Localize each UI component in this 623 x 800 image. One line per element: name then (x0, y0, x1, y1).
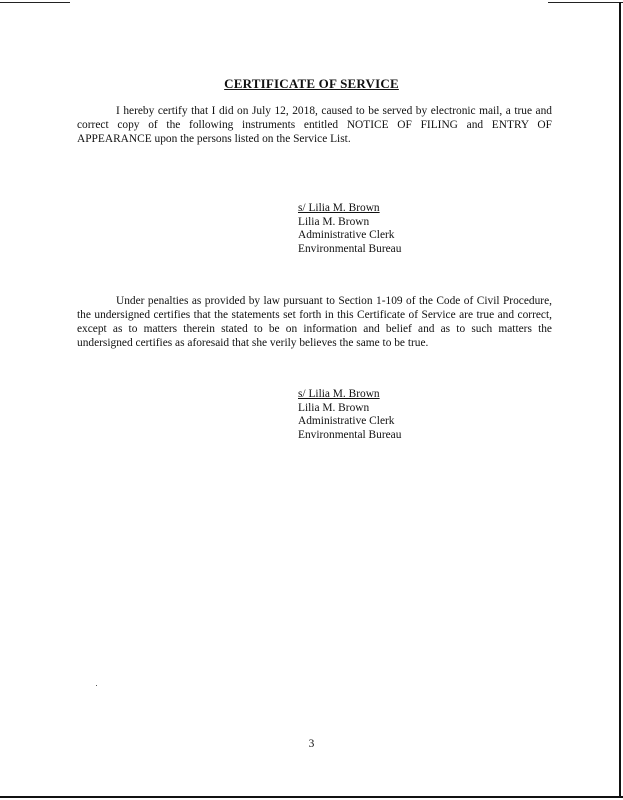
signer-position: Administrative Clerk (298, 415, 395, 427)
scan-speck (96, 685, 97, 686)
signer-position: Administrative Clerk (298, 229, 395, 241)
signer-name: Lilia M. Brown (298, 215, 370, 228)
scan-border-top-right (548, 2, 623, 3)
signer-bureau: Environmental Bureau (298, 428, 402, 441)
certification-paragraph: I hereby certify that I did on July 12, 2018, caused to be served by electronic mail, a true and correct copy of the following instruments entitled NOTICE OF FILING and ENTRY OF APPEARANCE upon the persons listed on the Service List. (77, 105, 552, 145)
page-number: 3 (308, 738, 315, 750)
signature-line: s/ Lilia M. Brown (298, 202, 380, 214)
signer-name: Lilia M. Brown (298, 401, 370, 414)
signature-block-1 (298, 202, 401, 256)
scan-border-bottom (0, 796, 623, 798)
document-title: CERTIFICATE OF SERVICE (224, 76, 399, 91)
signature-block-2 (298, 388, 401, 442)
scan-border-top-left (0, 2, 70, 3)
penalty-paragraph: Under penalties as provided by law pursuant to Section 1-109 of the Code of Civil Procedure, the undersigned certifies that the statements set forth in this Certificate of Service are true and correct, except as to matters therein stated to be on information and belief and as to such matters the undersigned certifies as aforesaid that she verily believes the same to be true. (77, 295, 552, 349)
signer-bureau: Environmental Bureau (298, 242, 402, 255)
signature-line: s/ Lilia M. Brown (298, 388, 380, 400)
scan-border-right (619, 2, 621, 798)
